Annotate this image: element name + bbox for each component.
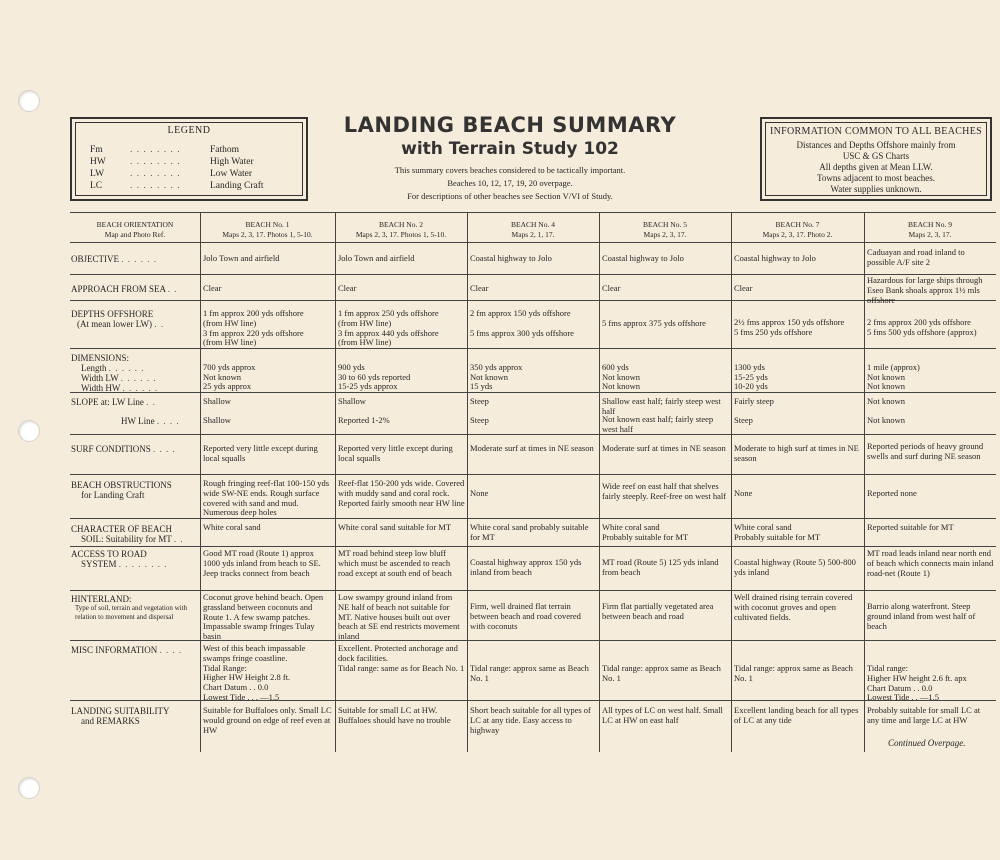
row-label-landing-suitability: LANDING SUITABILITY and REMARKS — [71, 706, 170, 726]
table-cell: White coral sand probably suitable for MT — [470, 522, 589, 542]
table-cell: Shallow — [203, 396, 231, 406]
summary-note: This summary covers beaches considered to be tactically important. — [394, 165, 626, 175]
row-label-dimensions: DIMENSIONS: Length . . . . . . Width LW . . . . . . Width HW . . . . . . — [71, 353, 159, 393]
column-header-beach-7: BEACH No. 7 Maps 2, 3, 17. Photo 2. — [762, 220, 833, 239]
table-cell: None — [734, 488, 753, 498]
table-cell: MT road (Route 5) 125 yds inland from beach — [602, 557, 719, 577]
page-title: LANDING BEACH SUMMARY — [343, 113, 677, 137]
row-label-slope-hw: HW Line . . . . — [121, 416, 180, 426]
table-cell: 700 yds approx Not known 25 yds approx — [203, 361, 256, 392]
table-cell: Reported periods of heavy ground swells and surf during NE season — [867, 441, 984, 461]
table-cell: 900 yds 30 to 60 yds reported 15-25 yds approx — [338, 361, 411, 392]
row-label-beach-soil: CHARACTER OF BEACH SOIL: Suitability for MT . . — [71, 524, 184, 544]
common-info-line: Water supplies unknown. — [830, 184, 922, 194]
table-cell: Coastal highway (Route 5) 500-800 yds inland — [734, 557, 856, 577]
row-label-objective: OBJECTIVE . . . . . . — [71, 254, 157, 264]
table-cell: White coral sand Probably suitable for MT — [602, 522, 689, 542]
table-cell: None — [470, 488, 489, 498]
leader-dots: . . . . . . . . — [130, 169, 181, 179]
legend-meaning: Landing Craft — [210, 181, 264, 191]
column-header-beach-5: BEACH No. 5 Maps 2, 3, 17. — [643, 220, 687, 239]
legend-abbr: HW — [90, 157, 106, 167]
binder-hole-middle — [18, 420, 40, 442]
common-info-lines — [766, 140, 986, 195]
table-cell: Coastal highway to Jolo — [734, 253, 816, 263]
table-cell: 350 yds approx Not known 15 yds — [470, 361, 523, 392]
leader-dots: . . . . . . . . — [130, 157, 181, 167]
table-cell: Tidal range: approx same as Beach No. 1 — [602, 662, 721, 683]
table-cell: Caduayan and road inland to possible A/F site 2 — [867, 247, 965, 267]
row-label-hinterland: HINTERLAND: Type of soil, terrain and vegetation with relation to movement and dispersal — [71, 594, 188, 621]
leader-dots: . . . . . . . . — [130, 181, 181, 191]
legend-abbr: Fm — [90, 145, 103, 155]
legend-row — [90, 157, 300, 169]
table-cell: Suitable for small LC at HW. Buffaloes should have no trouble — [338, 705, 451, 725]
table-cell: Reported very little except during local squalls — [203, 443, 318, 463]
table-cell: Shallow east half; fairly steep west half — [602, 396, 721, 416]
row-label-obstructions: BEACH OBSTRUCTIONS for Landing Craft — [71, 480, 172, 500]
column-header-beach-2: BEACH No. 2 Maps 2, 3, 17. Photos 1, 5-10. — [355, 220, 447, 239]
continued-overpage-note: Continued Overpage. — [888, 738, 966, 748]
table-cell: Moderate surf at times in NE season — [470, 443, 594, 453]
table-cell: Excellent landing beach for all types of LC at any tide — [734, 705, 859, 725]
table-cell: Suitable for Buffaloes only. Small LC would ground on edge of reef even at HW — [203, 705, 332, 735]
common-info-line: Distances and Depths Offshore mainly from — [796, 140, 956, 150]
table-cell: Excellent. Protected anchorage and dock facilities. Tidal range: same as for Beach No. 1 — [338, 643, 465, 673]
table-cell: 5 fms approx 375 yds offshore — [602, 317, 706, 328]
page-subtitle: with Terrain Study 102 — [401, 139, 619, 159]
legend-abbr: LC — [90, 181, 103, 191]
table-cell: 1 fm approx 200 yds offshore (from HW line) 3 fm approx 220 yds offshore (from HW line) — [203, 308, 304, 348]
table-cell: Coastal highway approx 150 yds inland from beach — [470, 557, 582, 577]
table-cell: Barrio along waterfront. Steep ground inland from west half of beach — [867, 601, 976, 631]
table-cell: White coral sand — [203, 522, 261, 532]
common-info-title: INFORMATION COMMON TO ALL BEACHES — [770, 126, 982, 137]
table-cell: Jolo Town and airfield — [338, 253, 415, 263]
table-cell: Tidal range: Higher HW height 2.6 ft. apx Chart Datum . . 0.0 Lowest Tide . . —1.5 — [867, 663, 967, 703]
binder-hole-bottom — [18, 777, 40, 799]
table-cell: 2½ fms approx 150 yds offshore 5 fms 250 yds offshore — [734, 317, 845, 337]
legend-row — [90, 145, 300, 157]
table-cell: White coral sand suitable for MT — [338, 522, 452, 532]
table-cell: Wide reef on east half that shelves fairly steeply. Reef-free on west half — [602, 481, 727, 501]
table-cell: Coastal highway to Jolo — [602, 253, 684, 263]
column-header-orientation: BEACH ORIENTATION Map and Photo Ref. — [96, 220, 174, 239]
table-cell: Reef-flat 150-200 yds wide. Covered with muddy sand and coral rock. Reported fairly smooth near HW line — [338, 478, 465, 508]
legend-row — [90, 181, 300, 193]
table-cell: Shallow — [338, 396, 366, 406]
legend-box — [70, 117, 308, 201]
table-cell: Clear — [338, 283, 357, 293]
common-info-box — [760, 117, 992, 201]
table-cell: Clear — [470, 283, 489, 293]
table-cell: Moderate to high surf at times in NE season — [734, 443, 859, 463]
legend-meaning: Low Water — [210, 169, 253, 179]
overpage-note: Beaches 10, 12, 17, 19, 20 overpage. — [447, 178, 573, 188]
row-label-approach: APPROACH FROM SEA . . — [71, 284, 178, 294]
table-cell: Coastal highway to Jolo — [470, 253, 552, 263]
column-header-beach-1: BEACH No. 1 Maps 2, 3, 17. Photos 1, 5-10. — [222, 220, 313, 239]
table-cell: White coral sand Probably suitable for MT — [734, 522, 821, 542]
row-label-misc: MISC INFORMATION . . . . — [71, 645, 183, 655]
table-cell: Tidal range: approx same as Beach No. 1 — [734, 662, 853, 683]
reference-note: For descriptions of other beaches see Section V/VI of Study. — [407, 191, 613, 201]
table-cell: Reported 1-2% — [338, 415, 390, 425]
table-cell: Coconut grove behind beach. Open grassland between coconuts and Route 1. A few swamp patches. Impassable swamp fringes Tulay basin — [203, 592, 324, 642]
legend-meaning: High Water — [210, 157, 254, 167]
table-cell: Clear — [203, 283, 222, 293]
row-label-slope-lw: SLOPE at: LW Line . . — [71, 397, 156, 407]
common-info-line: Towns adjacent to most beaches. — [816, 173, 936, 183]
table-cell: 2 fm approx 150 yds offshore 5 fms approx 300 yds offshore — [470, 308, 574, 338]
row-label-road-access: ACCESS TO ROAD SYSTEM . . . . . . . . — [71, 549, 168, 569]
table-cell: Good MT road (Route 1) approx 1000 yds inland from beach to SE. Jeep tracks connect from beach — [203, 548, 321, 578]
table-cell: MT road leads inland near north end of beach which connects main inland road-net (Route 1) — [867, 548, 994, 578]
table-cell: Steep — [470, 396, 489, 406]
table-cell: Not known — [867, 415, 906, 425]
binder-hole-top — [18, 90, 40, 112]
table-cell: Tidal range: approx same as Beach No. 1 — [470, 662, 589, 683]
table-cell: Jolo Town and airfield — [203, 253, 280, 263]
common-info-line: All depths given at Mean LLW. — [819, 162, 933, 172]
legend-abbr: LW — [90, 169, 105, 179]
legend-row — [90, 169, 300, 181]
table-cell: Reported suitable for MT — [867, 522, 954, 532]
row-label-depths: DEPTHS OFFSHORE (At mean lower LW) . . — [71, 309, 165, 329]
table-cell: 1 fm approx 250 yds offshore (from HW line) 3 fm approx 440 yds offshore (from HW line) — [338, 308, 439, 348]
beach-summary-table — [70, 212, 996, 752]
table-cell: Not known — [867, 396, 906, 406]
table-cell: Reported none — [867, 488, 917, 498]
table-cell: Hazardous for large ships through Eseo Bank shoals approx 1½ mls offshore — [867, 275, 983, 305]
table-cell: Clear — [734, 283, 753, 293]
table-cell: Steep — [470, 415, 489, 425]
table-cell: Fairly steep — [734, 396, 774, 406]
row-label-surf: SURF CONDITIONS . . . . — [71, 444, 176, 454]
table-cell: Clear — [602, 283, 621, 293]
table-cell: Moderate surf at times in NE season — [602, 443, 726, 453]
common-info-line: USC & GS Charts — [842, 151, 910, 161]
table-cell: Not known east half; fairly steep west half — [602, 414, 714, 434]
table-cell: 1300 yds 15-25 yds 10-20 yds — [734, 361, 768, 392]
table-cell: Well drained rising terrain covered with coconut groves and open cultivated fields. — [734, 592, 853, 622]
table-cell: Reported very little except during local squalls — [338, 443, 453, 463]
column-header-beach-4: BEACH No. 4 Maps 2, 1, 17. — [511, 220, 555, 239]
leader-dots: . . . . . . . . — [130, 145, 181, 155]
column-header-beach-9: BEACH No. 9 Maps 2, 3, 17. — [908, 220, 952, 239]
table-cell: Low swampy ground inland from NE half of beach not suitable for MT. Native houses built out over beach at SE end restricts movement inland — [338, 592, 460, 642]
legend-meaning: Fathom — [210, 145, 240, 155]
table-cell: West of this beach impassable swamps fringe coastline. Tidal Range: Higher HW Height 2.8 ft. Chart Datum . . 0.0 Lowest Tide . . . —1.5 — [203, 643, 306, 702]
table-cell: 1 mile (approx) Not known Not known — [867, 361, 920, 392]
table-cell: Short beach suitable for all types of LC at any tide. Easy access to highway — [470, 705, 591, 735]
table-cell: Shallow — [203, 415, 231, 425]
table-cell: All types of LC on west half. Small LC at HW on east half — [602, 705, 723, 725]
table-cell: MT road behind steep low bluff which must be ascended to reach road except at south end of beach — [338, 548, 452, 578]
table-cell: Rough fringing reef-flat 100-150 yds wide SW-NE ends. Rough surface covered with sand and mud. Numerous deep holes — [203, 478, 330, 518]
table-cell: Probably suitable for small LC at any time and large LC at HW — [867, 705, 981, 725]
table-cell: Firm, well drained flat terrain between beach and road covered with coconuts — [470, 601, 581, 631]
table-cell: Firm flat partially vegetated area between beach and road — [602, 601, 714, 621]
table-cell: 2 fms approx 200 yds offshore 5 fms 500 yds offshore (approx) — [867, 317, 977, 337]
table-cell: 600 yds Not known Not known — [602, 361, 641, 392]
table-cell: Steep — [734, 415, 753, 425]
legend-title: LEGEND — [167, 125, 211, 136]
